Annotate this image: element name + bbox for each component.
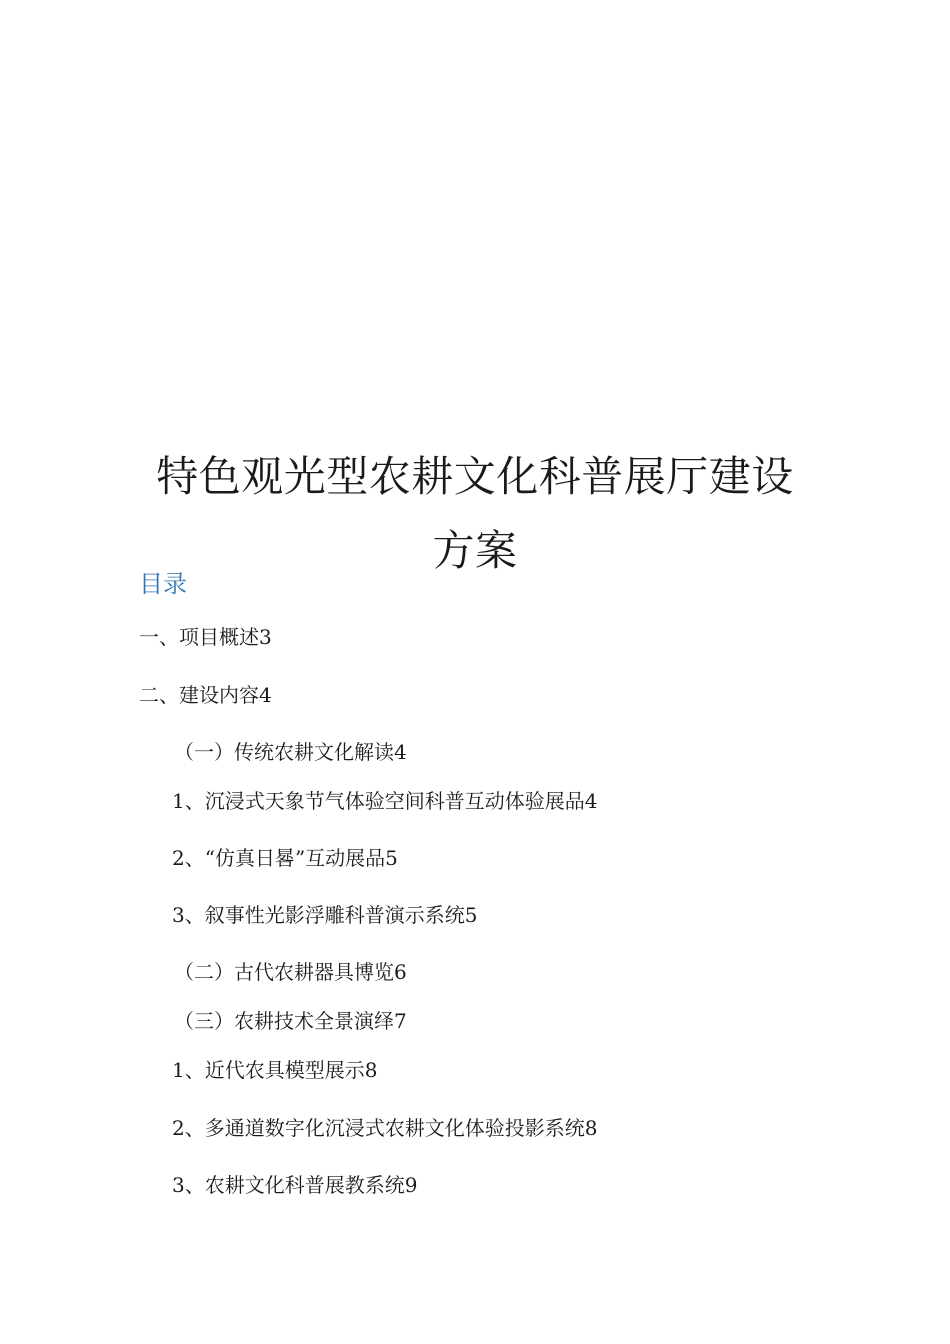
toc-heading: 目录 [139, 570, 187, 598]
toc-item[interactable]: 1、近代农具模型展示8 [172, 1058, 378, 1082]
toc-item[interactable]: 3、农耕文化科普展教系统9 [172, 1173, 418, 1197]
toc-item[interactable]: 二、建设内容4 [139, 683, 272, 707]
toc-item[interactable]: 2、“仿真日晷”互动展品5 [172, 846, 398, 870]
document-title-line-2: 方案 [432, 526, 518, 575]
toc-item[interactable]: （一）传统农耕文化解读4 [174, 740, 407, 764]
toc-item[interactable]: （三）农耕技术全景演绎7 [174, 1009, 407, 1033]
toc-item[interactable]: 1、沉浸式天象节气体验空间科普互动体验展品4 [172, 789, 598, 813]
toc-item[interactable]: 3、叙事性光影浮雕科普演示系统5 [172, 903, 478, 927]
document-title-line-1: 特色观光型农耕文化科普展厅建设 [156, 452, 794, 501]
toc-item[interactable]: 2、多通道数字化沉浸式农耕文化体验投影系统8 [172, 1116, 598, 1140]
toc-item[interactable]: 一、项目概述3 [139, 625, 272, 649]
toc-item[interactable]: （二）古代农耕器具博览6 [174, 960, 407, 984]
